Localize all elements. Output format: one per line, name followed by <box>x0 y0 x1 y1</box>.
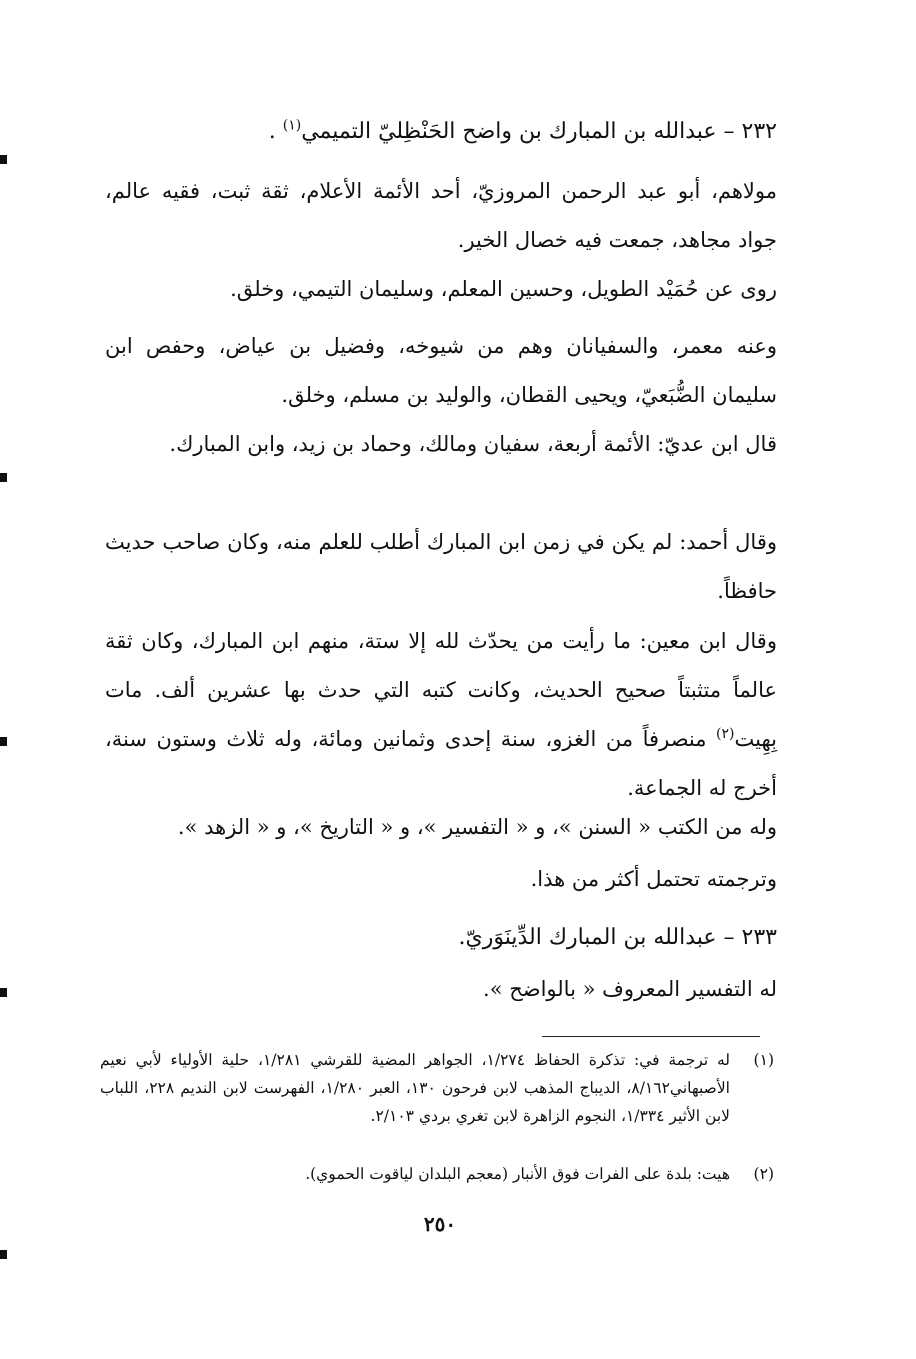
heading-end: . <box>268 119 283 144</box>
footnote-text: له ترجمة في: تذكرة الحفاظ ١/٢٧٤، الجواهر المضية للقرشي ١/٢٨١، حلية الأولياء لأبي نعيم الأصبهاني٨/١٦٢، الديباج المذهب لابن فرحون ١٣٠، العبر ١/٢٨٠، الفهرست لابن النديم ٢٢٨، اللباب لابن الأثير ١/٣٣٤، النجوم الزاهرة لابن تغري بردي ٢/١٠٣. <box>100 1051 731 1125</box>
paragraph-ibn-main-part1: وقال ابن معين: ما رأيت من يحدّث لله إلا ستة، منهم ابن المبارك، وكان ثقة عالماً متثبتاً صحيح الحديث، وكانت كتبه التي حدث بها عشرين ألف. مات بِهِيت <box>105 629 777 751</box>
page-number: ٢٥٠ <box>423 1212 457 1236</box>
paragraph-students: وعنه معمر، والسفيانان وهم من شيوخه، وفضيل بن عياض، وحفص ابن سليمان الضُّبَعيّ، ويحيى القطان، والوليد بن مسلم، وخلق. <box>105 334 777 407</box>
paragraph-ibn-main <box>105 617 777 813</box>
footnote-text: هيت: بلدة على الفرات فوق الأنبار (معجم البلدان لياقوت الحموي). <box>305 1165 730 1183</box>
paragraph-ibn-adi: قال ابن عديّ: الأئمة أربعة، سفيان ومالك، وحماد بن زيد، وابن المبارك. <box>169 432 777 456</box>
footnote-number: (١) <box>753 1051 774 1069</box>
footnote-1 <box>100 1046 774 1130</box>
entry-233-heading: ٢٣٣ – عبدالله بن المبارك الدِّينَوَريّ. <box>458 925 777 950</box>
paragraph-lineage: مولاهم، أبو عبد الرحمن المروزيّ، أحد الأئمة الأعلام، ثقة ثبت، فقيه عالم، جواد مجاهد، جمعت فيه خصال الخير. <box>105 179 777 252</box>
footnote-ref: (١) <box>282 117 302 134</box>
paragraph-books: وله من الكتب « السنن »، و « التفسير »، و « التاريخ »، و « الزهد ». <box>177 815 777 839</box>
footnote-2 <box>100 1160 774 1188</box>
margin-mark <box>0 473 7 482</box>
paragraph-ahmad: وقال أحمد: لم يكن في زمن ابن المبارك أطلب للعلم منه، وكان صاحب حديث حافظاً. <box>105 530 777 603</box>
footnote-ref: (٢) <box>716 726 735 742</box>
margin-mark <box>0 737 7 746</box>
margin-mark <box>0 155 7 164</box>
paragraph-more: وترجمته تحتمل أكثر من هذا. <box>530 867 777 891</box>
paragraph-teachers: روى عن حُمَيْد الطويل، وحسين المعلم، وسليمان التيمي، وخلق. <box>230 277 777 301</box>
paragraph-tafsir: له التفسير المعروف « بالواضح ». <box>483 977 777 1001</box>
margin-mark <box>0 1250 7 1259</box>
entry-232-heading <box>240 112 777 152</box>
entry-heading-text: ٢٣٢ – عبدالله بن المبارك بن واضح الحَنْظِليّ التميمي <box>301 119 777 144</box>
margin-mark <box>0 988 7 997</box>
footnote-divider <box>542 1036 760 1037</box>
paragraph-ibn-main-part2: منصرفاً من الغزو، سنة إحدى وثمانين ومائة، وله ثلاث وستون سنة، أخرج له الجماعة. <box>105 727 777 800</box>
footnote-number: (٢) <box>753 1165 774 1183</box>
